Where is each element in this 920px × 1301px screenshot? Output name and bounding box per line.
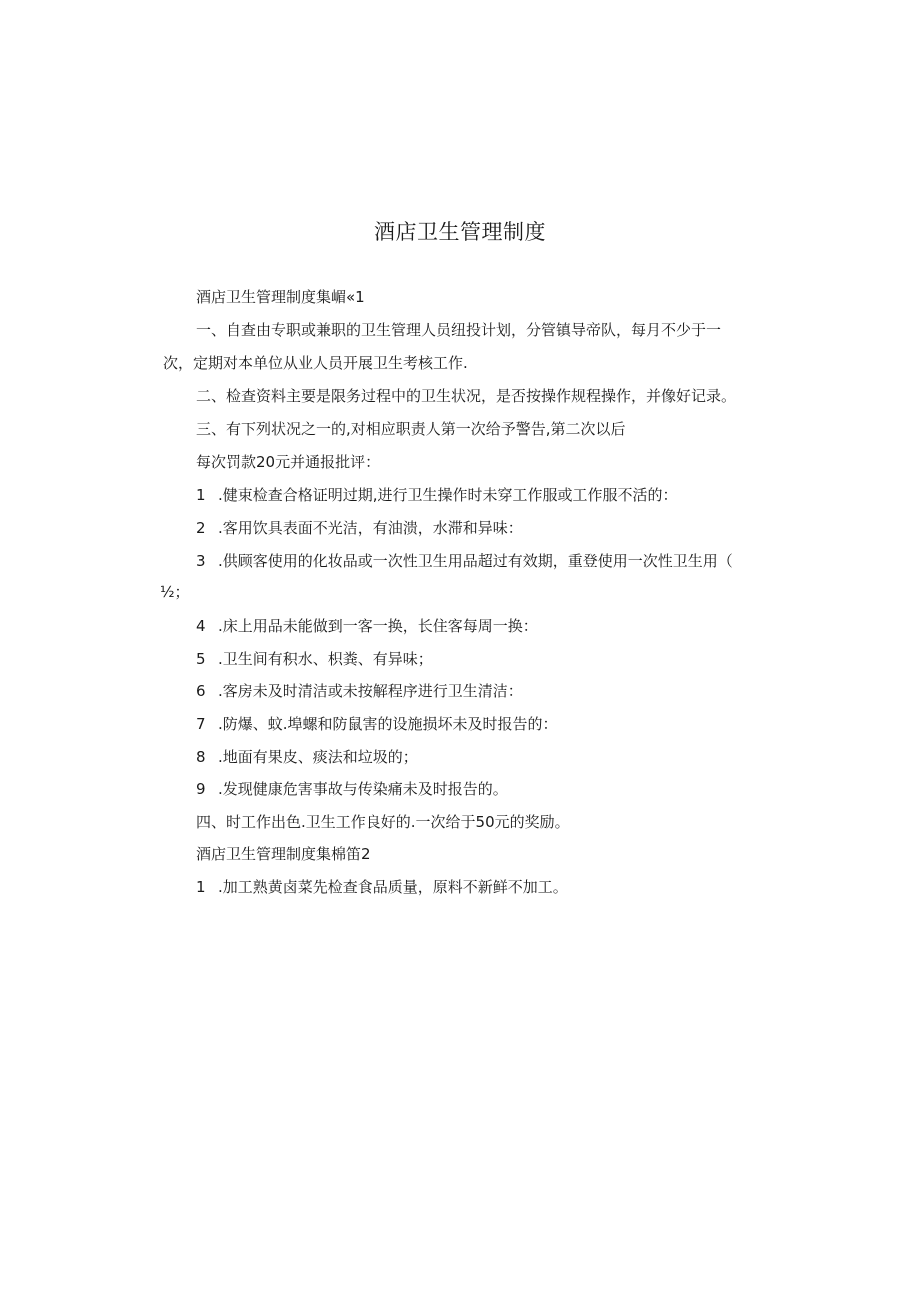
- list-item: [196, 714, 558, 734]
- list-item-number: 1: [196, 878, 206, 896]
- list-item: [196, 551, 733, 571]
- para3-line1: 三、有下列状况之一的,对相应职责人第一次给予警告,第二次以后: [196, 420, 626, 438]
- list-item-text: .发现健康危害事故与传染痛未及时报告的。: [218, 780, 508, 798]
- para1-line2: 次，定期对本单位从业人员开展卫生考核工作.: [163, 354, 468, 372]
- list-item-number: 9: [196, 780, 206, 798]
- section2-heading: 酒店卫生管理制度集棉笛2: [196, 845, 371, 863]
- document-title: 酒店卫生管理制度: [374, 220, 546, 244]
- list-item-text: .客用饮具表面不光洁，有油溃，水滞和异味：: [218, 519, 523, 537]
- list-item-text: .床上用品未能做到一客一换，长住客每周一换：: [218, 617, 538, 635]
- list-item: [196, 681, 523, 701]
- list-item: [196, 616, 538, 636]
- list-item-number: 2: [196, 519, 206, 537]
- para3-line2: 每次罚款20元并通报批评：: [196, 453, 381, 471]
- list-item-text: .加工熟黄卤菜先检查食品质量，原料不新鲜不加工。: [218, 878, 568, 896]
- list-item-text: .卫生间有积水、枳粪、有异味；: [218, 650, 433, 668]
- para4: 四、时工作出色.卫生工作良好的.一次给于50元的奖励。: [196, 813, 570, 831]
- list-item: [196, 649, 433, 669]
- list-item-number: 6: [196, 682, 206, 700]
- list-item-text: .地面有果皮、痰法和垃圾的；: [218, 748, 418, 766]
- list-item: [196, 877, 568, 897]
- list-item: [196, 485, 678, 505]
- list-item-number: 7: [196, 715, 206, 733]
- section1-heading: 酒店卫生管理制度集嵋«1: [196, 288, 365, 306]
- list-item-text: .客房未及时清洁或未按解程序进行卫生清洁：: [218, 682, 523, 700]
- list-item-number: 1: [196, 486, 206, 504]
- list-item: [196, 747, 418, 767]
- list-item-text: .防爆、蚊.埠螺和防鼠害的设施损坏未及时报告的：: [218, 715, 558, 733]
- list-item-text: .供顾客使用的化妆品或一次性卫生用品超过有效期，重登使用一次性卫生用（: [218, 552, 733, 570]
- list-item-number: 4: [196, 617, 206, 635]
- list-item-text: .健束检查合格证明过期,进行卫生操作时未穿工作服或工作服不活的：: [218, 486, 678, 504]
- list-item: [196, 779, 508, 799]
- para1-line1: 一、自查由专职或兼职的卫生管理人员纽投计划，分管镇导帝队，每月不少于一: [196, 321, 722, 339]
- list-item-number: 3: [196, 552, 206, 570]
- list-item-continuation: ½；: [160, 583, 190, 601]
- list-item: [196, 518, 523, 538]
- para2: 二、检查资料主要是限务过程中的卫生状况，是否按操作规程操作，并像好记录。: [196, 387, 737, 405]
- list-item-number: 5: [196, 650, 206, 668]
- list-item-number: 8: [196, 748, 206, 766]
